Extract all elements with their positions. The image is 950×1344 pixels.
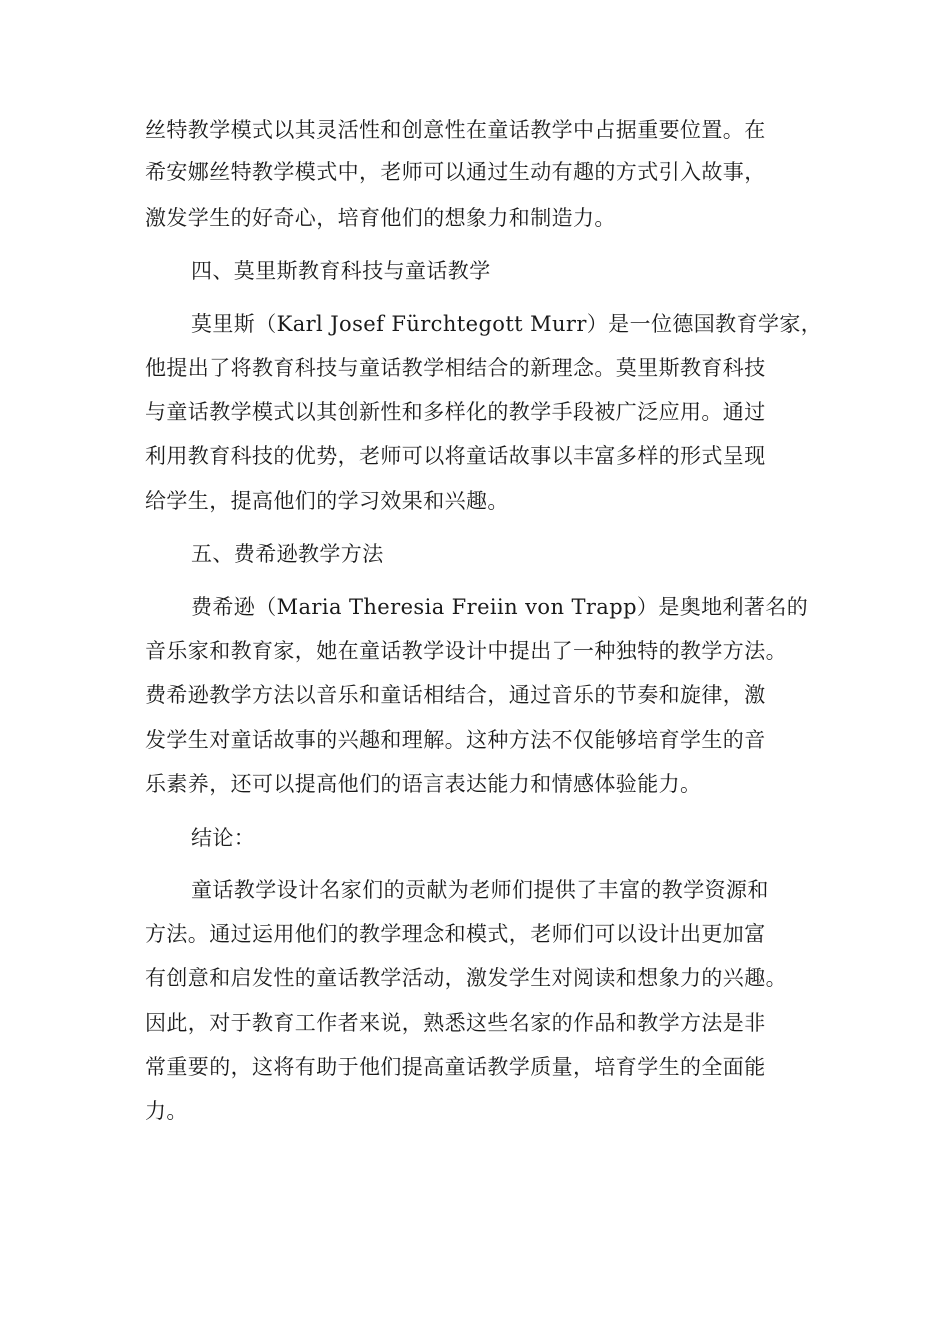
paragraph-line: 因此，对于教育工作者来说，熟悉这些名家的作品和教学方法是非 — [145, 1011, 766, 1035]
paragraph-line: 给学生，提高他们的学习效果和兴趣。 — [145, 489, 509, 513]
paragraph-line: 发学生对童话故事的兴趣和理解。这种方法不仅能够培育学生的音 — [145, 728, 766, 752]
paragraph-line: 方法。通过运用他们的教学理念和模式，老师们可以设计出更加富 — [145, 922, 766, 946]
paragraph-line: 常重要的，这将有助于他们提高童话教学质量，培育学生的全面能 — [145, 1055, 766, 1079]
paragraph-line: 力。 — [145, 1099, 188, 1123]
paragraph-line: 有创意和启发性的童话教学活动，激发学生对阅读和想象力的兴趣。 — [145, 966, 787, 990]
paragraph-line: 他提出了将教育科技与童话教学相结合的新理念。莫里斯教育科技 — [145, 356, 766, 380]
paragraph-line: 与童话教学模式以其创新性和多样化的教学手段被广泛应用。通过 — [145, 400, 766, 424]
paragraph-line: 童话教学设计名家们的贡献为老师们提供了丰富的教学资源和 — [191, 878, 769, 902]
section-heading: 四、莫里斯教育科技与童话教学 — [191, 259, 491, 283]
paragraph-line: 费希逊教学方法以音乐和童话相结合，通过音乐的节奏和旋律，激 — [145, 683, 766, 707]
section-heading: 结论： — [191, 826, 256, 850]
paragraph-line: 丝特教学模式以其灵活性和创意性在童话教学中占据重要位置。在 — [145, 118, 766, 142]
section-heading: 五、费希逊教学方法 — [191, 542, 384, 566]
paragraph-line: 音乐家和教育家，她在童话教学设计中提出了一种独特的教学方法。 — [145, 639, 787, 663]
paragraph-line: 莫里斯（Karl Josef Fürchtegott Murr）是一位德国教育学家， — [191, 312, 823, 336]
paragraph-line: 乐素养，还可以提高他们的语言表达能力和情感体验能力。 — [145, 772, 702, 796]
paragraph-line: 激发学生的好奇心，培育他们的想象力和制造力。 — [145, 206, 616, 230]
paragraph-line: 费希逊（Maria Theresia Freiin von Trapp）是奥地利著名的 — [191, 595, 809, 619]
paragraph-line: 利用教育科技的优势，老师可以将童话故事以丰富多样的形式呈现 — [145, 444, 766, 468]
paragraph-line: 希安娜丝特教学模式中，老师可以通过生动有趣的方式引入故事， — [145, 160, 766, 184]
